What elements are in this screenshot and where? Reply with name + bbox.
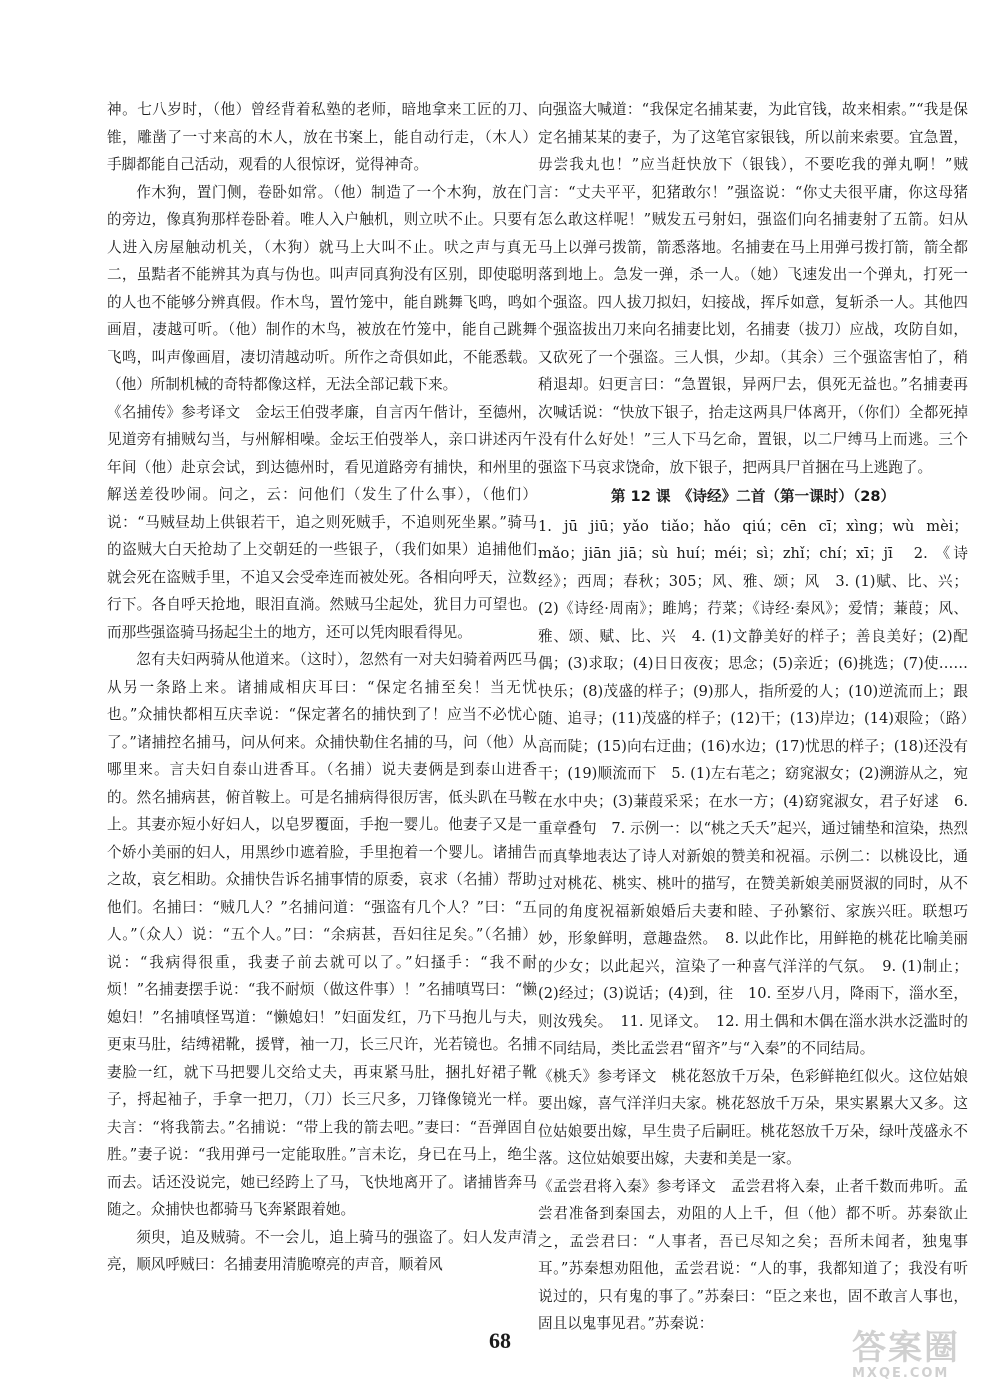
paragraph: 向强盗大喊道：“我保定名捕某妻，为此官钱，故来相索。”“我是保定名捕某某的妻子，为了这笔官家银钱，所以前来索要。宜急置，毋尝我丸也！”应当赶快放下（银钱），不要吃我的弹丸啊！”贼言：“丈夫平平，犯猪敢尔！”强盗说：“你丈夫很平庸，你这母猪怎么敢这样呢！”贼发五弓射妇，强盗们向名捕妻射了五箭。妇从马上以弹弓拨箭，箭悉落地。名捕妻在马上用弹弓拨打箭，箭全都落到地上。急发一弹，杀一人。（她）飞速发出一个弹丸，打死一个强盗。四人拔刀拟妇，妇接战，挥斥如意，复斩杀一人。其他四个强盗拔出刀来向名捕妻比划，名捕妻（拔刀）应战，攻防自如，又砍死了一个强盗。三人惧，少却。（其余）三个强盗害怕了，稍稍退却。妇更言曰：“急置银，异两尸去，俱死无益也。”名捕妻再次喊话说：“快放下银子，抬走这两具尸体离开，（你们）全都死掉没有什么好处！”三人下马乞命，置银，以二尸缚马上而逃。三个强盗下马哀求饶命，放下银子，把两具尸首捆在马上逃跑了。: [538, 101, 968, 476]
page-number: 68: [489, 1328, 511, 1353]
paragraph: 《名捕传》参考译文 金坛王伯弢孝廉，自言丙午偕计，至德州，见道旁有捕贼勾当，与州解相噪。金坛王伯弢举人，亲口讲述丙午年间（他）赴京会试，到达德州时，看见道路旁有捕快，和州里的解送差役吵闹。问之，云：问他们（发生了什么事），（他们）说：“马贼昼劫上供银若干，追之则死贼手，不追则死坐累。”骑马的盗贼大白天抢劫了上交朝廷的一些银子，（我们如果）追捕他们就会死在盗贼手里，不追又会受牵连而被处死。各相向呼天，泣数行下。各自呼天抢地，眼泪直淌。然贼马尘起处，犹目力可望也。而那些强盗骑马扬起尘土的地方，还可以凭肉眼看得见。: [107, 403, 537, 641]
paragraph: 作木狗，置门侧，卷卧如常。（他）制造了一个木狗，放在门的旁边，像真狗那样卷卧着。唯人入户触机，则立吠不止。只要有人进入房屋触动机关，（木狗）就马上大叫不止。吠之声与真无二，虽黠者不能辨其为真与伪也。叫声同真狗没有区别，即使聪明的人也不能够分辨真假。作木鸟，置竹笼中，能自跳舞飞鸣，鸣如画眉，凄越可听。（他）制作的木鸟，被放在竹笼中，能自己跳舞飞鸣，叫声像画眉，凄切清越动听。所作之奇俱如此，不能悉载。（他）所制机械的奇特都像这样，无法全部记载下来。: [107, 183, 537, 393]
paragraph: 神。七八岁时，（他）曾经背着私塾的老师，暗地拿来工匠的刀、锥，雕凿了一寸来高的木人，放在书案上，能自动行走，（木人）手脚都能自己活动，观看的人很惊讶，觉得神奇。: [107, 101, 537, 173]
lesson-heading: 第 12 课 《诗经》二首（第一课时）（28）: [610, 488, 896, 505]
answer-block: 1. jū jiū；yǎo tiǎo；hǎo qiú；cēn cī；xìng；wù mèi；mǎo；jiān jiā；sù huí；méi；sì；zhǐ；chí；xī；jī 2. 《诗经》；西周；春秋；305；风、雅、颂；风 3. (1)赋、比、兴；(2)《诗经·周南》；雎鸠；荇菜；《诗经·秦风》；爱情；蒹葭；风、雅、颂、赋、比、兴 4. (1)文静美好的样子；善良美好；(2)配偶；(3)求取；(4)日日夜夜；思念；(5)亲近；(6)挑选；(7)使……快乐；(8)茂盛的样子；(9)那人，指所爱的人；(10)逆流而上；跟随、追寻；(11)茂盛的样子；(12)干；(13)岸边；(14)艰险；（路）高而陡；(15)向右迂曲；(16)水边；(17)忧思的样子；(18)还没有干；(19)顺流而下 5. (1)左右芼之；窈窕淑女；(2)溯游从之，宛在水中央；(3)蒹葭采采；在水一方；(4)窈窕淑女，君子好逑 6. 重章叠句 7. 示例一：以“桃之夭夭”起兴，通过铺垫和渲染，热烈而真挚地表达了诗人对新娘的赞美和祝福。示例二：以桃设比，通过对桃花、桃实、桃叶的描写，在赞美新娘美丽贤淑的同时，从不同的角度祝福新娘婚后夫妻和睦、子孙繁衍、家族兴旺。联想巧妙，形象鲜明，意趣盎然。 8. 以此作比，用鲜艳的桃花比喻美丽的少女；以此起兴，渲染了一种喜气洋洋的气氛。 9. (1)制止；(2)经过；(3)说话；(4)到，往 10. 至岁八月，降雨下，淄水至，则汝残矣。 11. 见译文。 12. 用土偶和木偶在淄水洪水泛滥时的不同结局，类比孟尝君“留齐”与“入秦”的不同结局。: [538, 517, 968, 1057]
watermark-logo: [852, 1330, 990, 1390]
paragraph: 《孟尝君将入秦》参考译文 孟尝君将入秦，止者千数而弗听。孟尝君准备到秦国去，劝阻的人上千，但（他）都不听。苏秦欲止之，孟尝君曰：“人事者，吾已尽知之矣；吾所未闻者，独鬼事耳。”苏秦想劝阻他，孟尝君说：“人的事，我都知道了；我没有听说过的，只有鬼的事了。”苏秦曰：“臣之来也，固不敢言人事也，固且以鬼事见君。”苏秦说：: [538, 1177, 968, 1332]
paragraph: 《桃夭》参考译文 桃花怒放千万朵，色彩鲜艳红似火。这位姑娘要出嫁，喜气洋洋归夫家。桃花怒放千万朵，果实累累大又多。这位姑娘要出嫁，早生贵子后嗣旺。桃花怒放千万朵，绿叶茂盛永不落。这位姑娘要出嫁，夫妻和美是一家。: [538, 1067, 968, 1167]
watermark-main: 答案圈: [852, 1328, 960, 1368]
right-column: [538, 96, 968, 1338]
paragraph: 忽有夫妇两骑从他道来。（这时），忽然有一对夫妇骑着两匹马从另一条路上来。诸捕咸相庆耳曰：“保定名捕至矣！当无忧也。”众捕快都相互庆幸说：“保定著名的捕快到了！应当不必忧心了。”诸捕控名捕马，问从何来。众捕快勒住名捕的马，问（他）从哪里来。言夫妇自泰山进香耳。（名捕）说夫妻俩是到泰山进香的。然名捕病甚，俯首鞍上。可是名捕病得很厉害，低头趴在马鞍上。其妻亦短小好妇人，以皂罗覆面，手抱一婴儿。他妻子又是一个娇小美丽的妇人，用黑纱巾遮着脸，手里抱着一个婴儿。诸捕告之故，哀乞相助。众捕快告诉名捕事情的原委，哀求（名捕）帮助他们。名捕曰：“贼几人？”名捕问道：“强盗有几个人？”曰：“五人。”（众人）说：“五个人。”曰：“余病甚，吾妇往足矣。”（名捕）说：“我病得很重，我妻子前去就可以了。”妇搔手：“我不耐烦！”名捕妻摆手说：“我不耐烦（做这件事）！”名捕嗔骂曰：“懒媳妇！”名捕嗔怪骂道：“懒媳妇！”妇面发红，乃下马抱儿与夫，更束马肚，结缚裙靴，援臂，袖一刀，长三尺许，光若镜也。名捕妻脸一红，就下马把婴儿交给丈夫，再束紧马肚，捆扎好裙子靴子，捋起袖子，手拿一把刀，（刀）长三尺多，刀锋像镜光一样。夫言：“将我箭去。”名捕说：“带上我的箭去吧。”妻曰：“吾弹固自胜。”妻子说：“我用弹弓一定能取胜。”言未讫，身已在马上，绝尘而去。话还没说完，她已经跨上了马，飞快地离开了。诸捕皆奔马随之。众捕快也都骑马飞奔紧跟着她。: [107, 651, 537, 1218]
left-column: [107, 96, 537, 1279]
paragraph: 须臾，追及贼骑。不一会儿，追上骑马的强盗了。妇人发声清亮，顺风呼贼曰：名捕妻用清脆嘹亮的声音，顺着风: [107, 1228, 537, 1273]
watermark-sub: MXQE.COM: [852, 1366, 950, 1381]
